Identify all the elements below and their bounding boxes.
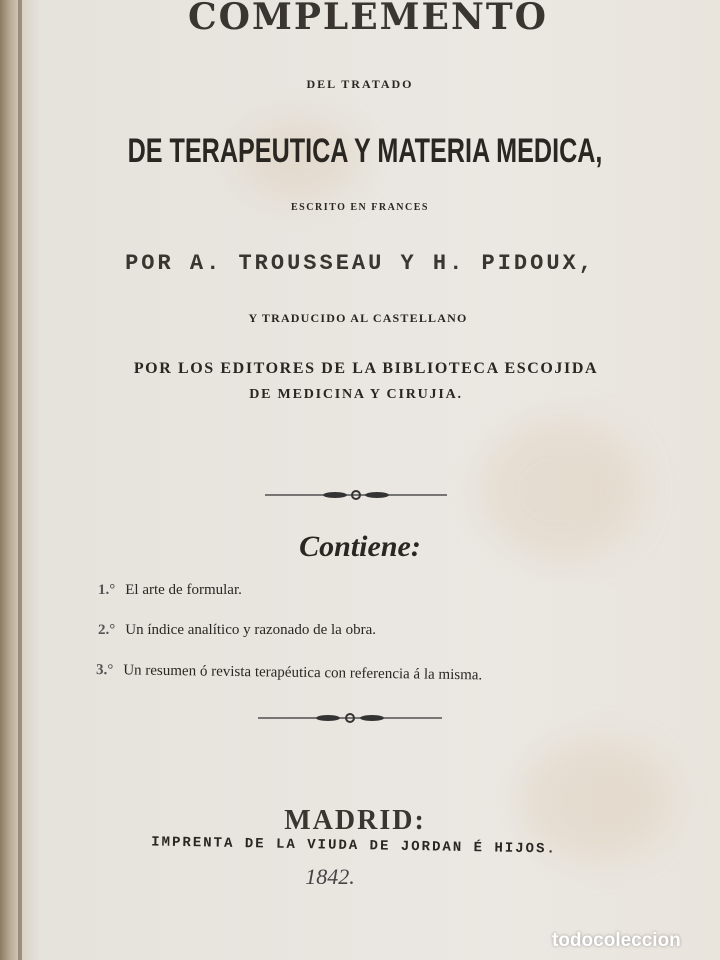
book-title: COMPLEMENTO [187,0,549,38]
city: MADRID: [284,805,426,836]
authors: POR A. TROUSSEAU Y H. PIDOUX, [125,251,595,276]
translated-line: Y TRADUCIDO AL CASTELLANO [248,311,468,325]
main-title: DE TERAPEUTICA Y MATERIA MEDICA, [127,132,603,170]
contents-item-text: Un índice analítico y razonado de la obra. [125,622,376,638]
ornament-divider-bottom [258,712,442,724]
contents-item [96,662,482,684]
editors-line-1: POR LOS EDITORES DE LA BIBLIOTECA ESCOJIDA [133,360,599,377]
subtitle-del-tratado: DEL TRATADO [306,77,414,91]
contents-item [98,582,242,599]
contents-item [98,622,376,639]
ornament-divider-top [265,489,447,501]
contents-item-text: Un resumen ó revista terapéutica con referencia á la misma. [123,662,483,684]
contents-item-text: El arte de formular. [125,582,242,598]
printer: IMPRENTA DE LA VIUDA DE JORDAN É HIJOS. [151,834,557,858]
contents-item-number: 2.° [98,622,116,638]
written-in-french: ESCRITO EN FRANCES [291,202,429,213]
editors-line-2: DE MEDICINA Y CIRUJIA. [249,387,463,402]
contents-item-number: 1.° [98,582,116,598]
watermark: todocoleccion [552,930,681,951]
contents-item-number: 3.° [95,662,114,679]
publication-year: 1842. [305,864,355,889]
contents-heading: Contiene: [299,530,421,563]
